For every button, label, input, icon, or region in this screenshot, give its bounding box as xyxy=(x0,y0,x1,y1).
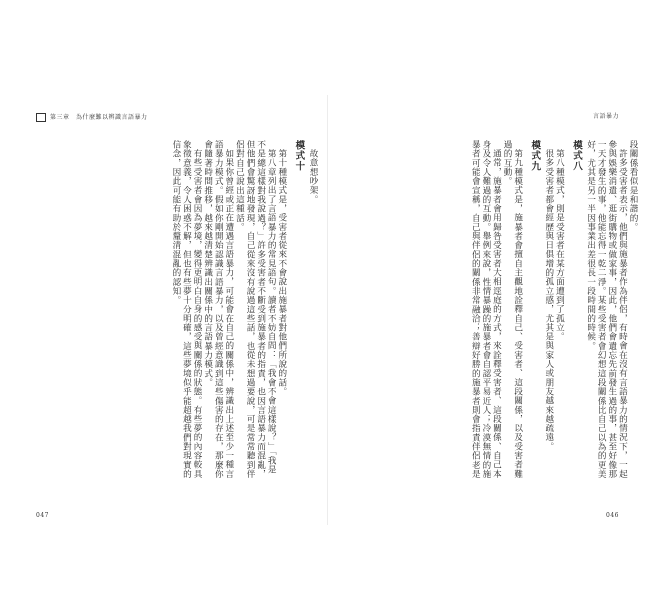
chapter-marker-icon xyxy=(36,113,46,122)
chapter-label: 第三章 為什麼難以辨識言語暴力 xyxy=(50,114,148,121)
right-page-body xyxy=(338,140,638,480)
body-paragraph: 許多受害者表示，他們與施暴者作為伴侶，有時會在沒有言語暴力的情況下，一起參與娛樂消遣、逛街購物或做家事，因此，他們會遺忘先前發生過的事，甚至好像那一天才發生的事，他能忘得一乾二淨。某些受害者會幻想這段關係比自己以為的更美好，尤其是另一半因事業出差很長一段時間的時候。 xyxy=(585,140,628,479)
right-page xyxy=(328,0,655,609)
left-page-body xyxy=(30,140,318,480)
section-heading: 模式十 xyxy=(293,140,305,172)
body-paragraph: 第八種模式，則是受害者在某方面遭到了孤立。 xyxy=(554,148,565,341)
body-paragraph: 故意想吵架。 xyxy=(308,148,318,204)
body-paragraph: 第八章列出了言語暴力的常見語句。讀者不妨自問：「我會不會這樣說？」「我是不是總這樣對我說過？」許多受害者不斷受到施暴者的指責，也因言語暴力而混亂，但他們會驚訝地發現，自己從來沒有說過這些話，也從未想過要說，可是常常聽到伴侶對自己說出這種話。 xyxy=(234,140,277,479)
body-paragraph: 通常，施暴者會用歸咎受害者大相逕庭的方式，來詮釋受害者、這段關係、自己本身及令人難過的互動。舉例來說，性情暴躁的施暴者會自認平易近人；冷漠無情的施暴者可能會宣稱，自己與伴侶的關係非常融洽；善辯好勝的施暴者則會指責伴侶老是 xyxy=(470,140,502,479)
section-heading: 模式九 xyxy=(529,140,541,172)
left-page-number: 047 xyxy=(36,512,49,519)
section-heading: 模式八 xyxy=(571,140,583,172)
body-paragraph: 很多受害者都會經歷與日俱增的孤立感，尤其是與家人或朋友越來越疏遠。 xyxy=(543,148,554,451)
right-page-number: 046 xyxy=(606,512,619,519)
body-paragraph: 段關係看似是和諧的。 xyxy=(628,140,638,232)
body-paragraph: 第九種模式是，施暴者會擅自主觀地詮釋自己、受害者、這段關係，以及受害者難過的互動。 xyxy=(502,140,523,478)
body-paragraph: 有些受害者會因為夢境，變得更明白自身的感受與關係的狀態。有些夢的內容較具象徵意義，令人困惑不解，但也有些夢十分明確，這些夢境似乎能超越我們對現實的信念，因此可能有助於釐清混亂的認知。 xyxy=(170,140,203,479)
running-head: 言語暴力 xyxy=(592,113,619,120)
body-paragraph: 如果你曾經或正在遭遇言語暴力，可能會在自己的關係中，辨識出上述至少一種言語暴力模式。假如你剛開始認識言語暴力，以及曾經意識到這些傷害的存在，那麼你會隨著時間推移，越來越清楚辨識出關係中的言語暴力模式。 xyxy=(202,140,234,479)
body-paragraph: 第十種模式是，受害者從來不會說出施暴者對他們所說的話。 xyxy=(276,148,287,396)
chapter-header xyxy=(36,113,148,122)
